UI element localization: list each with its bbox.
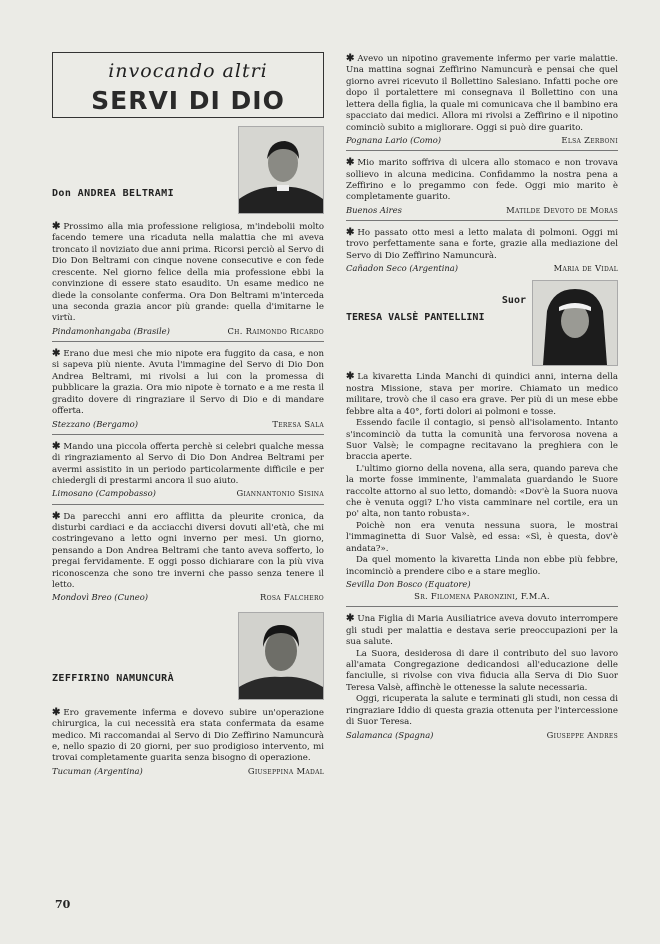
zeffirino-title: ZEFFIRINO NAMUNCURÀ: [52, 673, 174, 685]
sig-place: Mondovì Breo (Cuneo): [52, 592, 149, 603]
p4-text: Da parecchi anni ero afflitta da pleurite cronica, da disturbi cardiaci e da acciacchi diversi dovuti all'età, che mi costringevano a letto ogni inverno per mesi. Un giorno, pensando a Don Andrea Beltrami che tanto aveva sofferto, lo pregai fervidamente. E oggi posso dichiarare con la più viva riconoscenza che sono tre inverni che passo senza tenere il letto.: [52, 511, 324, 591]
asterisk-icon: ✱: [346, 53, 355, 64]
p2-text: Erano due mesi che mio nipote era fuggito da casa, e non si sapeva più niente. Avuta l'immagine del Servo di Dio Don Andrea Beltrami, mi rivolsi a lui con la promessa di pubblicare la grazia. Ora mio nipote è tornato e a me resta il gradito dovere di ringraziare il Servo di Dio e di mandare offerta.: [52, 348, 324, 417]
valse-paragraph-3: L'ultimo giorno della novena, alla sera, quando pareva che la morte fosse imminente, l'ammalata guardando le Suore raccolte attorno al suo letto, domandò: «Dov'è la Suora nuova che è venuta oggi? L'ho vista camminare nel cortile, era un po' alta, non tanto robusta».: [346, 463, 618, 520]
beltrami-paragraph-1: [52, 220, 324, 325]
zeffirino-paragraph-1: [52, 706, 324, 765]
p5-text: Ero gravemente inferma e dovevo subire un'operazione chirurgica, la cui necessità era stata confermata da esame medico. Mi raccomandai al Servo di Dio Zeffirino Namuncurà e, nello spazio di 20 giorni, per suo prodigioso intervento, mi trovai completamente guarita senza bisogno di operazione.: [52, 707, 324, 764]
signature-4: [52, 592, 324, 603]
beltrami-paragraph-4: [52, 510, 324, 592]
asterisk-icon: ✱: [52, 221, 61, 232]
valse-title-line2: TERESA VALSÈ PANTELLINI: [346, 311, 485, 323]
q1-text: Avevo un nipotino gravemente infermo per varie malattie. Una mattina sognai Zeffirino Namuncurà e pensai che quel giorno avrei ricevuto il Bollettino Salesiano. Infatti poche ore dopo il portalettere mi consegnava il Bollettino con una lettera della figlia, la quale mi comunicava che il bambino era spacciato dai medici. Allora mi rivolsi a Zeffirino e il nipotino cominciò subito a migliorare. Oggi si può dire guarito.: [346, 54, 618, 133]
valse-title-line1: Suor: [501, 295, 526, 307]
zeffirino-paragraph-4: [346, 226, 618, 262]
asterisk-icon: ✱: [346, 226, 355, 238]
page-number: 70: [55, 898, 71, 911]
valse-paragraph-4: Poichè non era venuta nessuna suora, le mostrai l'immaginetta di Suor Valsè, ed essa: «Sì, è questa, dov'è andata?».: [346, 520, 618, 554]
signature-5: [52, 766, 324, 777]
sig-place: Pindamonhangaba (Brasile): [52, 325, 170, 336]
sig-place: Stezzano (Bergamo): [52, 418, 138, 429]
zeffirino-paragraph-3: [346, 156, 618, 204]
sig-place: Pognana Lario (Como): [346, 134, 442, 145]
beltrami-paragraph-2: [52, 347, 324, 418]
divider: [52, 504, 324, 505]
right-column: [346, 52, 618, 741]
divider: [346, 150, 618, 151]
p3-text: Mando una piccola offerta perchè si celebri qualche messa di ringraziamento al Servo di Dio Don Andrea Beltrami per avermi assistito in un periodo particolarmente difficile e per chiedergli di prestarmi ancora il suo aiuto.: [52, 441, 324, 486]
p1-text: Prossimo alla mia professione religiosa, m'indebolii molto facendo temere una ricaduta nella malattia che mi aveva troncato il noviziato due anni prima. Ricorsi perciò al Servo di Dio Don Beltrami con cinque novene consecutive e con fede crescente. Nel giorno felice della mia professione ebbi la convinzione di essere stato esaudito. Un esame medico ne diede la consolante conferma. Ora Don Beltrami m'interceda una seconda grazia ancor più grande: quella d'imitarne le virtù.: [52, 222, 324, 324]
sig-name: Maria de Vidal: [553, 263, 618, 274]
valse-portrait-photo: [532, 280, 618, 366]
valse-paragraph-6: [346, 612, 618, 648]
signature-10: [346, 730, 618, 741]
sig-place: Buenos Aires: [346, 204, 402, 215]
signature-9: [346, 579, 618, 590]
signature-2: [52, 419, 324, 430]
valse-paragraph-5: Da quel momento la kivaretta Linda non ebbe più febbre, incominciò a prendere cibo e a stare meglio.: [346, 555, 618, 577]
sig-name: Ch. Raimondo Ricardo: [227, 325, 324, 336]
sig-name: Teresa Sala: [272, 418, 324, 429]
divider: [346, 606, 618, 607]
beltrami-title: Don ANDREA BELTRAMI: [52, 187, 174, 199]
sig-place: Tucuman (Argentina): [52, 765, 143, 776]
left-column: [52, 52, 324, 777]
zeffirino-header: [52, 612, 324, 700]
q5a-text: Una Figlia di Maria Ausiliatrice aveva dovuto interrompere gli studi per malattia e destava serie preoccupazioni per la sua salute.: [346, 614, 618, 648]
sig-name: Giuseppina Madal: [247, 765, 324, 776]
valse-header: [346, 280, 618, 368]
asterisk-icon: ✱: [346, 371, 355, 383]
zeffirino-paragraph-2: [346, 52, 618, 134]
signature-8: [346, 263, 618, 274]
sig-name: Elsa Zerboni: [561, 134, 618, 145]
asterisk-icon: ✱: [52, 510, 61, 522]
title-line2: SERVI DI DIO: [91, 86, 285, 116]
divider: [52, 341, 324, 342]
valse-title: [346, 294, 526, 324]
signature-7: [346, 205, 618, 216]
divider: [52, 434, 324, 435]
q4a-text: La kivaretta Linda Manchi di quindici anni, interna della nostra Missione, stava per morire. Chiamato un medico militare, trovò che il caso era grave. Per più di un mese ebbe febbre alta a 40°, forti dolori ai polmoni e tosse.: [346, 372, 618, 417]
valse-paragraph-2: Essendo facile il contagio, si pensò all'isolamento. Intanto s'incominciò da tutta la comunità una fervorosa novena a Suor Valsè; le compagne recitavano la preghiera con le braccia aperte.: [346, 418, 618, 463]
sig-name: Rosa Falchero: [260, 592, 324, 603]
sig-place: Limosano (Campobasso): [52, 488, 156, 499]
beltrami-header: [52, 126, 324, 214]
divider: [346, 220, 618, 221]
valse-paragraph-8: Oggi, ricuperata la salute e terminati gli studi, non cessa di ringraziare Iddio di questa grazia ottenuta per l'intercessione di Suor Teresa.: [346, 694, 618, 728]
sig-place: Salamanca (Spagna): [346, 729, 434, 740]
asterisk-icon: ✱: [52, 347, 61, 359]
sig-place: Sevilla Don Bosco (Equatore): [346, 579, 471, 590]
q3-text: Ho passato otto mesi a letto malata di polmoni. Oggi mi trovo perfettamente sana e forte, grazie alla mediazione del Servo di Dio Zeffirino Namuncurà.: [346, 227, 618, 261]
sig-name: Matilde Devoto de Moras: [506, 204, 618, 215]
signature-9-name: [346, 591, 618, 602]
zeffirino-portrait-photo: [238, 612, 324, 700]
signature-3: [52, 488, 324, 499]
sig-name: Sr. Filomena Paronzini, F.M.A.: [414, 591, 550, 602]
signature-1: [52, 326, 324, 337]
asterisk-icon: ✱: [52, 440, 61, 452]
sig-place: Cañadon Seco (Argentina): [346, 263, 459, 274]
asterisk-icon: ✱: [346, 157, 355, 169]
signature-6: [346, 135, 618, 146]
sig-name: Giuseppe Andres: [546, 729, 618, 740]
asterisk-icon: ✱: [346, 613, 355, 625]
title-line1: invocando altri: [108, 60, 268, 82]
asterisk-icon: ✱: [52, 706, 61, 718]
title-box: [52, 52, 324, 118]
sig-name: Giannantonio Sisina: [236, 488, 324, 499]
valse-paragraph-7: La Suora, desiderosa di dare il contributo del suo lavoro all'amata Congregazione dedicandosi all'educazione delle fanciulle, si rivolse con viva fiducia alla Serva di Dio Suor Teresa Valsè, affinchè le ottenesse la salute necessaria.: [346, 648, 618, 693]
beltrami-portrait-photo: [238, 126, 324, 214]
valse-paragraph-1: [346, 370, 618, 418]
beltrami-paragraph-3: [52, 440, 324, 488]
q2-text: Mio marito soffriva di ulcera allo stomaco e non trovava sollievo in alcuna medicina. Confidammo la nostra pena a Zeffirino e lo pregammo con fede. Oggi mio marito è completamente guarito.: [346, 158, 618, 203]
